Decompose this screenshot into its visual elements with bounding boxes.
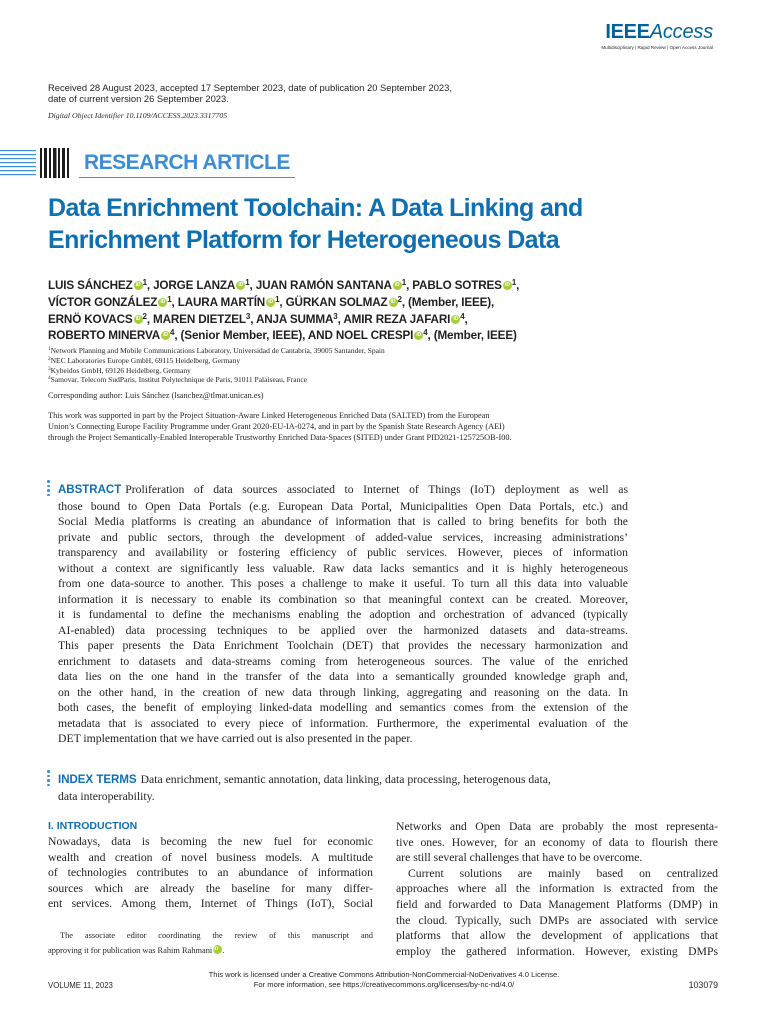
body-line: ent services. Among them, Internet of Things (IoT), Social xyxy=(48,897,373,911)
history-line: date of current version 26 September 2023. xyxy=(48,93,229,105)
body-line: platforms that allow the development of applications that xyxy=(396,929,718,943)
volume-label: VOLUME 11, 2023 xyxy=(48,981,113,990)
author-name: ANJA SUMMA xyxy=(255,312,334,326)
abstract-line: without a context are significantly less valuable. Raw data lacks semantics and it is highly heterogeneous xyxy=(58,561,628,575)
publication-history xyxy=(48,82,488,105)
orcid-icon[interactable]: iD xyxy=(389,298,398,307)
affiliation xyxy=(48,356,548,366)
orcid-icon[interactable]: iD xyxy=(503,281,512,290)
author-name: JORGE LANZA xyxy=(153,279,236,292)
title-line: Data Enrichment Toolchain: A Data Linking and xyxy=(48,194,583,222)
abstract-text: Proliferation of data sources associated to Internet of Things (IoT) deployment as well as xyxy=(125,483,628,496)
index-terms-line: data interoperability. xyxy=(58,789,155,803)
affil-ref: 4 xyxy=(170,328,175,338)
index-terms-label: INDEX TERMS xyxy=(58,774,137,786)
affil-ref: 1 xyxy=(511,278,517,287)
author-name: NOEL CRESPI xyxy=(335,329,414,343)
orcid-icon[interactable]: iD xyxy=(236,281,245,290)
body-line: Nowadays, data is becoming the new fuel for economic xyxy=(48,835,373,848)
affil-text: Network Planning and Mobile Communications Laboratory, Universidad de Cantabria, 39005 Santander, Spain xyxy=(50,346,385,355)
affil-ref: 1 xyxy=(401,278,407,287)
author-line: VÍCTOR GONZÁLEZ iD $^1$, LAURA MARTÍN iD $^1$, GÜRKAN SOLMAZ iD $^2$, (Member, IEEE), xyxy=(48,294,495,309)
membership-note: , (Member, IEEE), xyxy=(401,295,495,309)
orcid-icon[interactable]: iD xyxy=(213,945,222,954)
abstract-line: on the other hand, in the creation of new data through linking, aggregating and reasoning on the data. In xyxy=(58,685,628,699)
index-terms-text: Data enrichment, semantic annotation, data linking, data processing, heterogenous data, xyxy=(140,773,551,786)
affil-ref: 2 xyxy=(142,311,147,321)
affil-ref: 4 xyxy=(423,328,428,338)
affiliation xyxy=(48,375,548,385)
affil-ref: 1 xyxy=(245,278,250,287)
author-name: JUAN RAMÓN SANTANA xyxy=(255,279,392,292)
paper-title xyxy=(48,192,668,256)
affil-ref: 1 xyxy=(142,278,147,287)
abstract-line: enrichment to datasets and data-streams coming from heterogeneous sources. The value of the enriched xyxy=(58,654,628,668)
body-line: approaches where all the information is extracted from the xyxy=(396,882,718,896)
orcid-icon[interactable]: iD xyxy=(393,281,402,290)
abstract-line: it is fundamental to define the mechanisms enabling the adoption and orchestration of advanced (typically xyxy=(58,608,628,621)
body-line: field and forwarded to Data Management Platforms (DMP) in xyxy=(396,897,718,911)
author-name: LUIS SÁNCHEZ xyxy=(48,279,133,292)
orcid-icon[interactable]: iD xyxy=(414,331,423,340)
affiliation-list xyxy=(48,346,548,385)
article-type-label: RESEARCH ARTICLE xyxy=(79,148,295,178)
author-line: LUIS SÁNCHEZ iD $^1$, JORGE LANZA iD $^1$, JUAN RAMÓN SANTANA iD $^1$, PABLO SOTRES iD $^1$, xyxy=(48,278,520,292)
editor-footnote xyxy=(48,929,373,958)
abstract-line xyxy=(58,482,628,499)
author-name: ROBERTO MINERVA xyxy=(48,329,161,343)
abstract-label: ABSTRACT xyxy=(58,484,122,496)
affil-number: 2 xyxy=(48,355,51,362)
abstract xyxy=(58,482,628,747)
abstract-line: those bound to Open Data Portals (e.g. European Data Portal, Municipalities Open Data Portals, etc.) and xyxy=(58,499,628,513)
funding-line: through the Project Semantically-Enabled Interoperable Trustworthy Enriched Data-Spaces (SITED) under Grant PID2021-125725OB-I00. xyxy=(48,433,512,443)
abstract-line: data lies on the one hand in the transfer of the data into a semantically grounded knowledge graph and, xyxy=(58,670,628,683)
abstract-line: metadata that is associated to every piece of information. Furthermore, the experimental evaluation of the xyxy=(58,716,628,730)
author-line xyxy=(48,328,608,345)
affiliation xyxy=(48,346,548,356)
intro-paragraph xyxy=(396,819,718,959)
author-name: ERNÖ KOVACS xyxy=(48,312,133,326)
affil-ref: 1 xyxy=(167,294,172,304)
affil-number: 3 xyxy=(48,365,51,372)
orcid-icon[interactable]: iD xyxy=(134,281,143,290)
author-name: MAREN DIETZEL xyxy=(153,312,246,326)
affil-text: Samovar, Telecom SudParis, Institut Polytechnique de Paris, 91011 Palaiseau, France xyxy=(50,375,308,385)
abstract-marker-icon xyxy=(47,480,51,498)
body-line: Networks and Open Data are probably the most representa- xyxy=(396,820,718,833)
body-line: are still several challenges that have to be overcome. xyxy=(396,851,643,865)
license-line: This work is licensed under a Creative Commons Attribution-NonCommercial-NoDerivatives 4.0 License. xyxy=(208,970,560,979)
abstract-line: Social Media platforms is creating an abundance of information that is called to bring benefits for both the xyxy=(58,515,628,528)
abstract-line: This paper presents the Data Enrichment Toolchain (DET) that provides the necessary harmonization and xyxy=(58,639,628,652)
orcid-icon[interactable]: iD xyxy=(266,298,275,307)
affil-ref: 3 xyxy=(333,311,338,321)
left-column xyxy=(48,819,373,912)
title-line: Enrichment Platform for Heterogeneous Data xyxy=(48,226,560,254)
footnote-line: The associate editor coordinating the review of this manuscript and xyxy=(60,931,373,940)
body-line: tive ones. However, for an economy of data to flourish there xyxy=(396,835,718,849)
funding-line: Union’s Connecting Europe Facility Programme under Grant 2020-EU-IA-0274, and in part by the Spanish State Research Agency (AEI) xyxy=(48,422,505,432)
abstract-line: transparency and availability or fostering efficiency of public services. However, pieces of information xyxy=(58,546,628,559)
index-terms-marker-icon xyxy=(47,770,51,788)
right-column xyxy=(396,819,718,959)
body-line: wealth and creation of novel business models. A multitude xyxy=(48,850,373,864)
orcid-icon[interactable]: iD xyxy=(158,298,167,307)
affil-text: Kybeidos GmbH, 69126 Heidelberg, Germany xyxy=(50,365,191,375)
author-line: ERNÖ KOVACS iD $^2$, MAREN DIETZEL$^3$, ANJA SUMMA$^3$, AMIR REZA JAFARI iD $^4$, xyxy=(48,311,468,326)
doi: Digital Object Identifier 10.1109/ACCESS.2023.3317705 xyxy=(48,111,228,120)
affiliation xyxy=(48,366,548,376)
author-list xyxy=(48,278,608,345)
license-notice xyxy=(0,970,768,989)
license-link[interactable]: For more information, see https://creativecommons.org/licenses/by-nc-nd/4.0/ xyxy=(253,979,515,989)
footnote-line: approving it for publication was Rahim RahmaniiD . xyxy=(48,945,225,955)
funding-statement xyxy=(48,410,648,444)
abstract-line: from one data-source to another. This poses a challenge to make it useful. To turn all this data into valuable xyxy=(58,577,628,590)
article-type-banner xyxy=(0,145,290,181)
journal-logo xyxy=(601,22,713,50)
orcid-icon[interactable]: iD xyxy=(451,315,460,324)
index-terms-line xyxy=(58,772,628,789)
affil-ref: 4 xyxy=(460,311,465,321)
history-line: Received 28 August 2023, accepted 17 September 2023, date of publication 20 September 2023, xyxy=(48,82,452,93)
journal-tagline: Multidisciplinary | Rapid Review | Open Access Journal xyxy=(601,45,713,50)
affil-ref: 3 xyxy=(245,311,251,321)
author-name: AMIR REZA JAFARI xyxy=(343,312,451,326)
author-name: PABLO SOTRES xyxy=(412,279,502,292)
funding-line: This work was supported in part by the Project Situation-Aware Linked Heterogeneous Enriched Data (SALTED) from the European xyxy=(48,411,490,420)
body-line: sources which are already the baseline for many differ- xyxy=(48,881,373,895)
author-name: VÍCTOR GONZÁLEZ xyxy=(48,295,158,309)
page-number: 103079 xyxy=(688,980,718,990)
orcid-icon[interactable]: iD xyxy=(134,315,143,324)
abstract-line: both cases, the benefit of employing linked-data modelling and semantics comes from the extension of the xyxy=(58,701,628,714)
membership-note: , (Member, IEEE) xyxy=(427,329,517,343)
body-line: Current solutions are mainly based on centralized xyxy=(408,866,718,880)
body-line: of technologies contributes to an abundance of information xyxy=(48,866,373,880)
affil-ref: 1 xyxy=(275,294,280,304)
body-line: employ the gathered information. However, existing DMPs xyxy=(396,944,718,958)
banner-stripes-icon xyxy=(0,145,72,181)
footnote-text: approving it for publication was Rahim Rahmani xyxy=(48,945,213,955)
section-heading: I. INTRODUCTION xyxy=(48,820,138,832)
membership-note: , (Senior Member, IEEE), AND xyxy=(174,329,336,343)
affil-ref: 2 xyxy=(397,294,402,304)
author-name: LAURA MARTÍN xyxy=(177,295,266,309)
affil-text: NEC Laboratories Europe GmbH, 69115 Heidelberg, Germany xyxy=(50,355,241,365)
index-terms xyxy=(58,772,628,804)
author-name: GÜRKAN SOLMAZ xyxy=(285,295,388,309)
abstract-line: DET implementation that we have carried out is also presented in the paper. xyxy=(58,732,413,745)
affil-number: 1 xyxy=(48,346,51,352)
abstract-line: private and public sectors, through the development of added-value services, increasing administrations’ xyxy=(58,530,628,544)
affil-number: 4 xyxy=(48,375,51,382)
corresponding-author: Corresponding author: Luis Sánchez (lsanchez@tlmat.unican.es) xyxy=(48,391,264,400)
intro-paragraph xyxy=(48,834,373,912)
orcid-icon[interactable]: iD xyxy=(161,331,170,340)
ieee-access-wordmark: IEEEAccess xyxy=(605,21,713,43)
body-line: the cloud. Typically, such DMPs are associated with service xyxy=(396,913,718,927)
abstract-line: information it is necessary to enable its combination so that meaningful context can be created. Moreover, xyxy=(58,592,628,606)
abstract-line: AI-enabled) data processing techniques to be applied over the harmonized datasets and data-streams. xyxy=(58,623,628,637)
